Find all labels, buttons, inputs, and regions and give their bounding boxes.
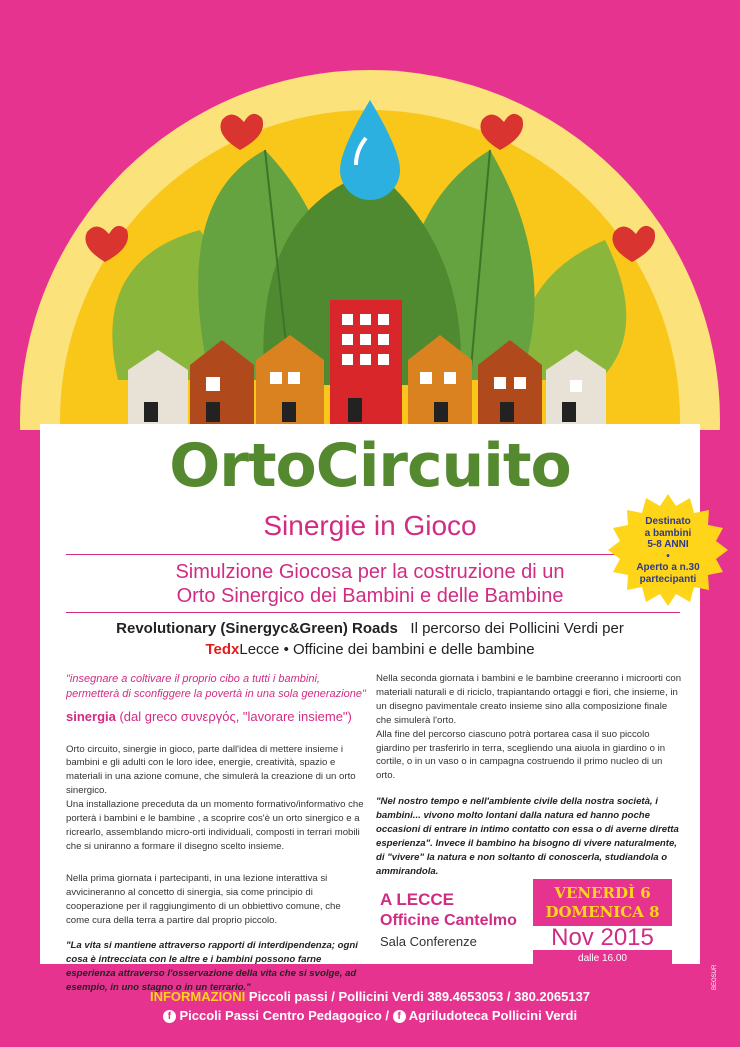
hero-illustration bbox=[0, 0, 740, 430]
paragraph: Alla fine del percorso ciascuno potrà portarea casa il suo piccolo giardino per trasferirlo in terra, scegliendo una aiuola in giardino o in cortile, o in un vaso o in campagna costruendo il primo nucleo di un orto. bbox=[376, 728, 666, 782]
facebook-icon: f bbox=[393, 1010, 406, 1023]
paragraph: Una installazione preceduta da un momento formativo/informativo che porterà i bambini e le bambine , a scoprire cos'è un orto sinergico e a ricrearlo, assemblando micro-orti individuali, composti in terrari mobili che si uniranno a formare il disegno scelto insieme. bbox=[66, 799, 364, 852]
date-day1: VENERDÌ 6 bbox=[554, 884, 651, 902]
badge-line: a bambini bbox=[644, 527, 692, 539]
facebook-icon: f bbox=[163, 1010, 176, 1023]
paragraph: Nella prima giornata i partecipanti, in una lezione interattiva si avvicineranno al concetto di sinergia, sia come principio di cooperazione per il raggiungimento di un obbiettivo comune, che come cura della terra a partire dal proprio piccolo. bbox=[66, 872, 341, 926]
badge-line: partecipanti bbox=[639, 573, 697, 585]
tedx-rest: • Officine dei bambini e delle bambine bbox=[279, 641, 535, 658]
location-city: A LECCE bbox=[380, 890, 454, 909]
badge-text bbox=[612, 516, 724, 585]
poster-title: OrtoCircuito bbox=[169, 431, 571, 501]
date-day2: DOMENICA 8 bbox=[545, 903, 660, 921]
sinergia-word: sinergia bbox=[66, 708, 116, 724]
roads-text: Il percorso dei Pollicini Verdi per bbox=[410, 620, 624, 637]
info-label: INFORMAZIONI bbox=[149, 989, 246, 1004]
divider bbox=[66, 612, 680, 613]
date-month: Nov 2015 bbox=[533, 926, 672, 950]
roads-line bbox=[40, 620, 700, 637]
badge-line: 5-8 ANNI bbox=[647, 539, 689, 550]
info-text: Piccoli passi / Pollicini Verdi 389.4653053 / 380.2065137 bbox=[245, 989, 591, 1004]
quote: "Nel nostro tempo e nell'ambiente civile della nostra società, i bambini... vivono molto lontani dalla natura ed hanno poche occasioni di entrare in intimo contatto con essa o di averne diretta esperienza". Invece il bambino ha bisogno di vivere naturalmente, di "vivere" la natura e non soltanto di conoscerla, studiandola o ammirandola. bbox=[376, 796, 679, 877]
credit: BEOSUR bbox=[712, 964, 718, 990]
tedx-line bbox=[40, 641, 700, 658]
left-column bbox=[66, 672, 366, 995]
facebook-page-2: Agriludoteca Pollicini Verdi bbox=[408, 1008, 578, 1023]
sinergia-def: (dal greco συνεργός, "lavorare insieme") bbox=[115, 708, 352, 724]
right-column bbox=[376, 672, 682, 879]
opening-quote: "insegnare a coltivare il proprio cibo a tutti i bambini, permetterà di sconfiggere la povertà in una sola generazione" bbox=[66, 673, 366, 700]
closing-quote: "La vita si mantiene attraverso rapporti di interdipendenza; ogni cosa è intrecciata con le altre e i bambini possono farne esperienza attraverso l'osservazione della vita che si svolge, ad esempio, in uno stagno o in un terrario." bbox=[66, 940, 358, 994]
poster-subtitle: Sinergie in Gioco bbox=[263, 510, 477, 541]
tedx-brand: Tedx bbox=[205, 641, 240, 658]
facebook-page-1: Piccoli Passi Centro Pedagogico / bbox=[179, 1008, 390, 1023]
tagline-line-1: Simulzione Giocosa per la costruzione di un bbox=[175, 561, 565, 583]
roads-label: Revolutionary (Sinergyc&Green) Roads bbox=[116, 620, 398, 637]
divider bbox=[66, 554, 680, 555]
paragraph: Nella seconda giornata i bambini e le bambine creeranno i microorti con materiali naturali e di riciclo, trapiantando ortaggi e fiori, che insieme, in un disegno pavimentale creato insieme sino alla composizione finale che simulerà l'orto. bbox=[376, 673, 682, 726]
facebook-line bbox=[0, 1008, 740, 1023]
badge-bullet: • bbox=[666, 550, 670, 562]
date-time: dalle 16.00 bbox=[578, 953, 627, 964]
info-line bbox=[0, 989, 740, 1004]
tedx-city: Lecce bbox=[239, 641, 280, 658]
location-room: Sala Conferenze bbox=[380, 934, 477, 949]
sinergia-definition bbox=[66, 708, 366, 727]
badge-line: Destinato bbox=[645, 516, 691, 527]
badge-line: Aperto a n.30 bbox=[636, 562, 700, 573]
tagline-line-2: Orto Sinergico dei Bambini e delle Bambine bbox=[176, 585, 564, 607]
paragraph: Orto circuito, sinergie in gioco, parte dall'idea di mettere insieme i bambini e gli adulti con le loro idee, energie, creatività, spazio e materiali in una azione comune, che simulerà la creazione di un orto sinergico. bbox=[66, 743, 356, 797]
location-venue: Officine Cantelmo bbox=[380, 912, 517, 929]
tower-house bbox=[330, 300, 402, 425]
